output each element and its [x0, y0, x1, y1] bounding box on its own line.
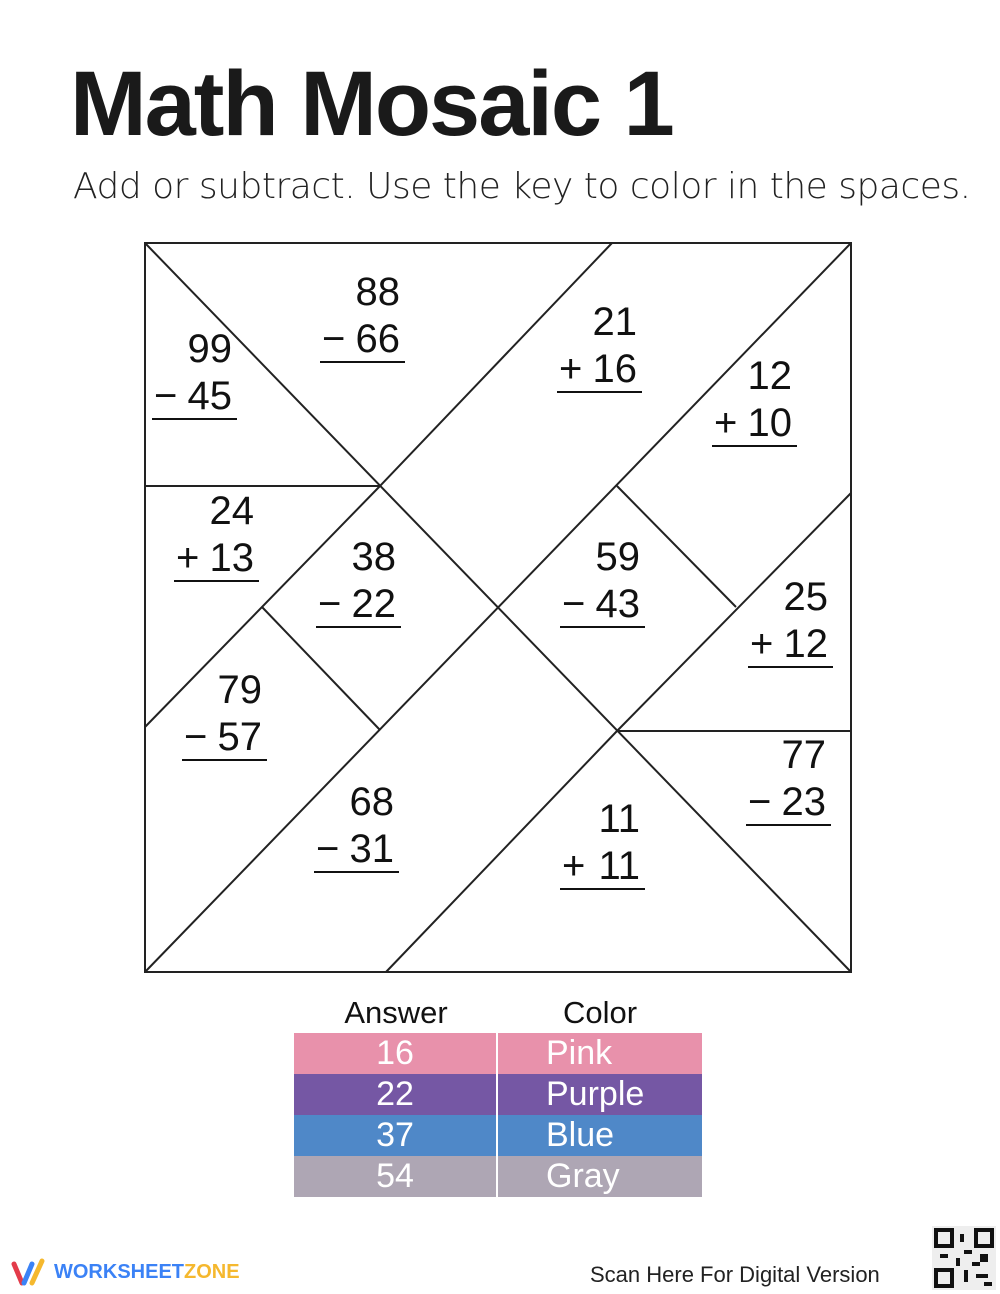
operator-sign: + [750, 622, 774, 666]
problem-top-number: 38 [351, 535, 396, 579]
operator-sign: + [562, 844, 586, 888]
operator-sign: − [318, 582, 342, 626]
operator-sign: − [322, 317, 346, 361]
operator-sign: − [184, 715, 208, 759]
mosaic-line [145, 486, 380, 727]
page-title: Math Mosaic 1 [70, 53, 673, 155]
worksheetzone-logo [10, 1258, 240, 1286]
problem-1 [320, 270, 405, 362]
operator-sign: + [559, 347, 583, 391]
problem-bottom-number: 22 [351, 582, 396, 626]
problem-bottom-number: 45 [187, 374, 232, 418]
key-color-name: Gray [546, 1157, 620, 1195]
problem-top-number: 11 [598, 797, 640, 841]
key-answer: 54 [294, 1156, 498, 1197]
problem-12 [560, 797, 645, 889]
problem-bottom-number: 31 [349, 827, 394, 871]
key-header-answer: Answer [344, 995, 448, 1030]
operator-sign: − [154, 374, 178, 418]
key-color-name: Pink [546, 1034, 613, 1072]
problem-3 [557, 300, 642, 392]
problem-bottom-number: 57 [217, 715, 262, 759]
brand-worksheet: WORKSHEET [54, 1260, 184, 1283]
problem-bottom-number: 11 [598, 844, 640, 888]
problem-6 [316, 535, 401, 627]
problem-top-number: 24 [209, 489, 254, 533]
problem-bottom-number: 12 [783, 622, 828, 666]
problem-top-number: 77 [781, 733, 826, 777]
key-row-purple [294, 1074, 702, 1115]
key-color-name: Purple [546, 1075, 645, 1113]
operator-sign: − [316, 827, 340, 871]
instructions: Add or subtract. Use the key to color in the spaces. [73, 166, 971, 207]
key-row-gray [294, 1156, 702, 1197]
problem-bottom-number: 23 [781, 780, 826, 824]
key-row-pink [294, 1033, 702, 1074]
problem-bottom-number: 10 [747, 401, 792, 445]
problem-top-number: 88 [355, 270, 400, 314]
problem-bottom-number: 66 [355, 317, 400, 361]
key-header-color: Color [562, 995, 638, 1030]
problem-top-number: 59 [595, 535, 640, 579]
operator-sign: − [562, 582, 586, 626]
key-answer: 16 [294, 1033, 498, 1074]
problem-top-number: 68 [349, 780, 394, 824]
problem-top-number: 12 [747, 354, 792, 398]
operator-sign: − [748, 780, 772, 824]
problem-top-number: 79 [217, 668, 262, 712]
key-answer: 37 [294, 1115, 498, 1156]
key-answer: 22 [294, 1074, 498, 1115]
operator-sign: + [176, 536, 200, 580]
problem-bottom-number: 16 [592, 347, 637, 391]
operator-sign: + [714, 401, 738, 445]
problem-10 [746, 733, 831, 825]
problem-9 [182, 668, 267, 760]
color-key-table [294, 995, 702, 1197]
problem-2 [152, 327, 237, 419]
problem-7 [560, 535, 645, 627]
logo-icon [10, 1258, 46, 1286]
problem-top-number: 25 [783, 575, 828, 619]
problem-11 [314, 780, 399, 872]
problem-top-number: 21 [592, 300, 637, 344]
problem-4 [712, 354, 797, 446]
scan-caption: Scan Here For Digital Version [590, 1262, 880, 1287]
problem-bottom-number: 43 [595, 582, 640, 626]
problem-top-number: 99 [187, 327, 232, 371]
problem-5 [174, 489, 259, 581]
problem-bottom-number: 13 [209, 536, 254, 580]
problem-8 [748, 575, 833, 667]
key-row-blue [294, 1115, 702, 1156]
key-color-name: Blue [546, 1116, 615, 1154]
brand-zone: ZONE [184, 1260, 240, 1283]
qr-code[interactable] [932, 1226, 996, 1290]
